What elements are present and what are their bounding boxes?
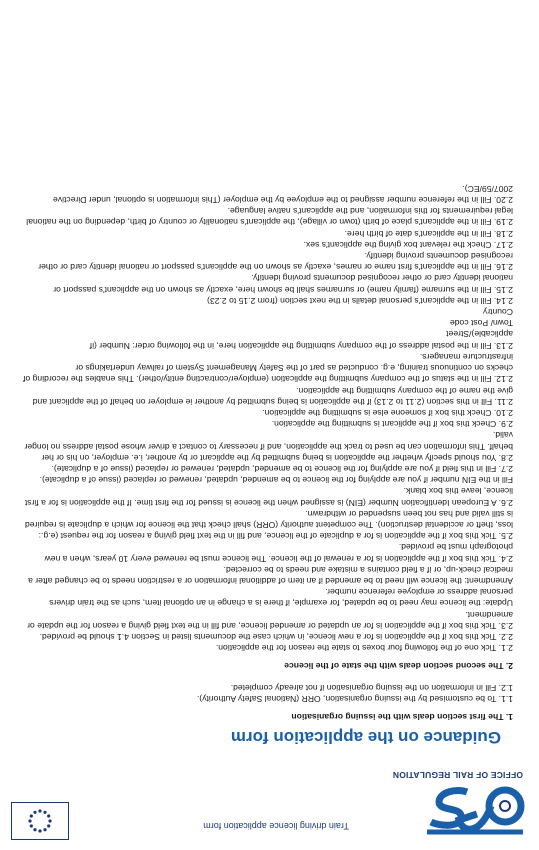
- guidance-item: 1.2. Fill in information on the issuing organisation if not already completed.: [230, 682, 513, 693]
- guidance-item: 2.1. Tick one of the following four boxes to state the reason for the application.: [215, 643, 513, 654]
- guidance-item: 1.1. To be customised by the issuing organisation, ORR (National Safety Authority).: [196, 693, 513, 704]
- guidance-item: 2.10. Check this box if someone else is submitting the application.: [262, 407, 513, 418]
- guidance-item: 2.9. Check this box if the applicant is submitting the application.: [271, 419, 513, 430]
- section-heading: 1. The first section deals with the issuing organisation: [291, 712, 513, 722]
- guidance-item: 2.19. Fill in the applicant's place of birth (town or village), the applicant's nationality or country of birth, depending on the national legal requirements for this information, and the applicant's native language.: [26, 206, 513, 228]
- guidance-item: Country: [482, 307, 513, 318]
- guidance-item: 2.11. Fill in this section (2.11 to 2.13) if the application is being submitted by another ie employer on behalf of the applicant and give the name of the company submitting the application.: [32, 385, 513, 407]
- guidance-item: Fill in the EIN number if you are applying for the licence to be amended, updated, renewed or replaced (issue of a duplicate).: [39, 475, 513, 486]
- guidance-item: 2.20. Fill in the reference number assigned to the employee by the employer (This information is optional, under Directive 2007/59/EC).: [52, 183, 513, 206]
- guidance-item: 2.12. Fill in the status of the company submitting the application (employer/contracting entity/other). This enables the recording of checks on continuous training, e.g. conducted as part of the Safety Management System of railway undertakings or infrastructure managers.: [23, 351, 513, 385]
- organisation-name: OFFICE OF RAIL REGULATION: [392, 770, 523, 780]
- guidance-item: 2.6. A European Identification Number (EIN) is assigned when the licence is issued for the first time. If the application is for a first licence, leave this box blank.: [24, 486, 513, 508]
- guidance-item: 2.7. Fill in this field if you are applying for the licence to be amended, updated, renewed or replaced (issue of a duplicate).: [51, 463, 513, 474]
- orr-logo-icon: [425, 784, 525, 840]
- guidance-item: Update: the licence may need to be updated, for example, if there is a change in an optional item, such as the train drivers personal address or employee reference number.: [49, 587, 513, 609]
- guidance-item: 2.4. Tick this box if the application is for a renewal of the licence. The licence must be renewed every 10 years, when a new photograph must be provided.: [44, 542, 513, 564]
- guidance-body: [23, 183, 513, 722]
- eu-flag-icon: [11, 802, 69, 840]
- section-state-of-licence: [23, 183, 513, 672]
- page-header: [13, 728, 525, 840]
- guidance-item: 2.17. Check the relevant box giving the applicant's sex.: [303, 239, 513, 250]
- section-heading: 2. The second section deals with the state of the licence: [284, 661, 513, 672]
- section-issuing-organisation: [23, 681, 513, 722]
- guidance-item: 2.13. Fill in the postal address of the company submitting the application here, in the following order: Number (if applicable)/Street: [89, 329, 513, 351]
- guidance-item: 2.8. You should specify whether the application is being submitted by the applicant or by another, i.e. employer, on his or her behalf. This information can be used to track the application, and if necessary to contact a driver whose postal address no longer valid.: [24, 430, 513, 463]
- guidance-item: Amendment: the licence will need to be amended if an item of additional information or a restriction needs to be changed after a medical check-up, or if a field contains a mistake and needs to be corrected.: [28, 564, 513, 586]
- guidance-item: 2.14. Fill in the applicant's personal details in the next section (from 2.15 to 2.23): [207, 295, 513, 306]
- guidance-item: 2.2. Tick this box if the application is for a new licence, in which case the documents listed in Section 4.1 should be provided.: [39, 631, 513, 642]
- guidance-item: 2.3. Tick this box if the application is for an updated or amended licence, and fill in the text field giving a reason for the update or amendment.: [27, 609, 513, 631]
- guidance-item: 2.18. Fill in the applicant's date of birth here.: [344, 228, 513, 239]
- page-title: Guidance on the application form: [230, 728, 501, 747]
- guidance-item: 2.5. Tick this box if the application is for a duplicate of the licence, and fill in the text field giving a reason for the request (e.g.: loss, theft or accidental destruction). The competent authority (ORR) shall check that the licence for which a duplicate is required is still valid and has not been suspended or withdrawn.: [24, 508, 513, 542]
- form-name: Train driving licence application form: [203, 821, 349, 831]
- guidance-item: 2.15. Fill in the surname (family name) or surnames shall be shown here, exactly as shown on the applicant's passport or national identity card or other recognised documents proving identify.: [53, 273, 513, 295]
- guidance-item: Town/ Post code: [449, 318, 513, 329]
- guidance-item: 2.16. Fill in the applicant's first name or names, exactly as shown on the applicant's passport or national identity card or other recognised documents proving identify.: [38, 251, 513, 273]
